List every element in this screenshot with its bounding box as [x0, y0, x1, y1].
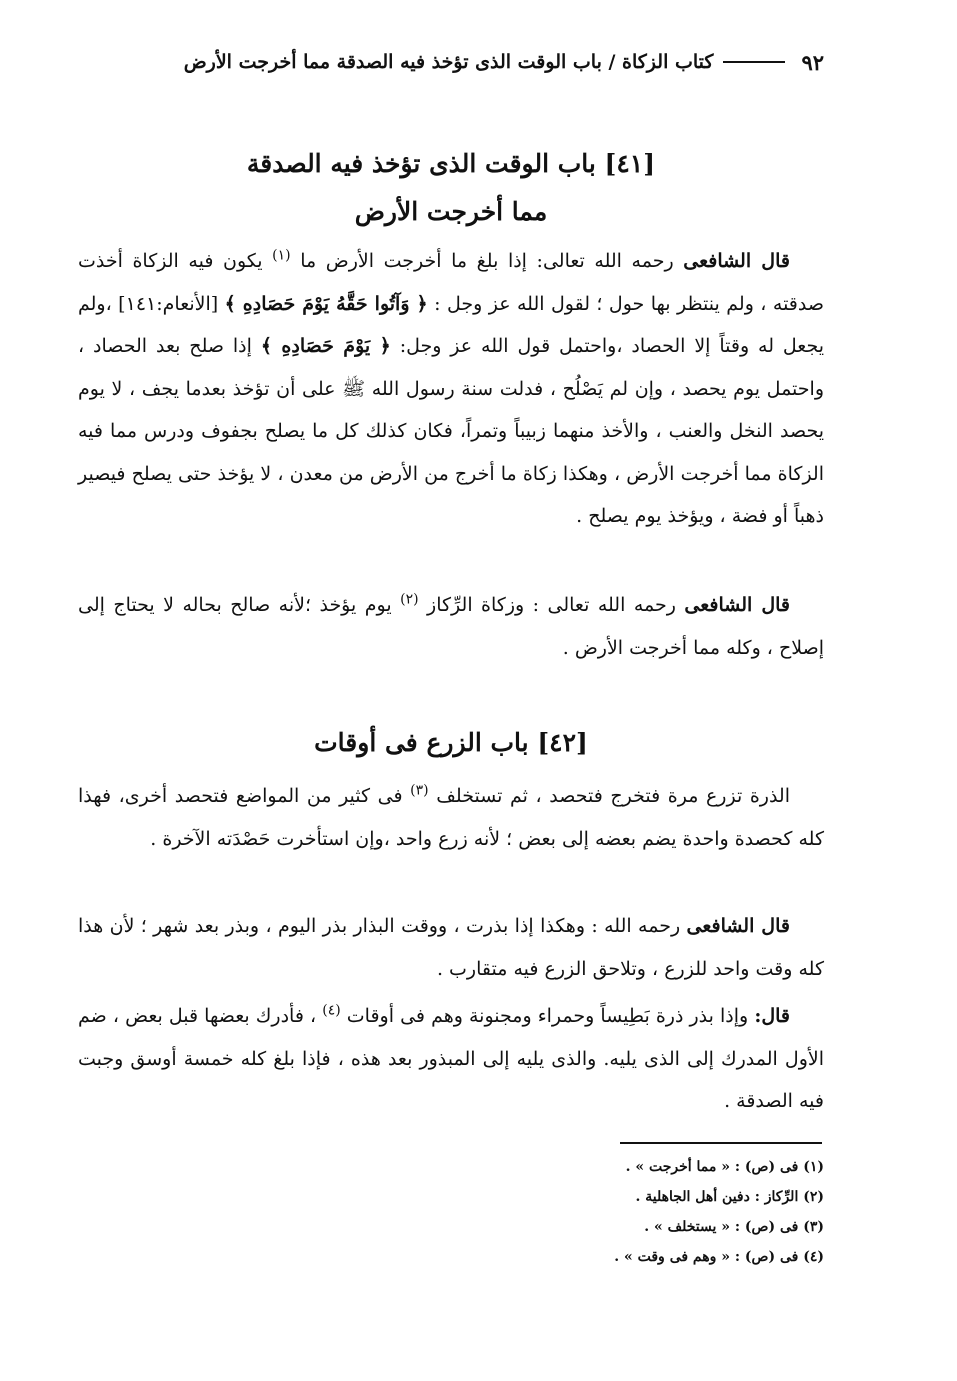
quran-verse: ﴿ وَآتُوا حَقَّهُ يَوْمَ حَصَادِهِ ﴾ — [224, 292, 428, 315]
chapter-42-paragraph-1 — [78, 775, 824, 860]
paragraph-text: [الأنعام:١٤١] ،ولم يجعل له وقتاً إلا الحصاد ،واحتمل قول الله عز وجل: — [78, 292, 824, 357]
footnote-ref-3: (٣) — [410, 782, 429, 799]
footnote-ref-2: (٢) — [400, 591, 419, 608]
quran-verse: ﴿ يَوْمَ حَصَادِهِ ﴾ — [260, 335, 391, 357]
running-head-title: كتاب الزكاة / باب الوقت الذى تؤخذ فيه الصدقة مما أخرجت الأرض — [183, 51, 714, 73]
footnote-ref-1: (١) — [272, 247, 291, 264]
footnote: (٤) فى (ص) : « وهم فى وقت » . — [614, 1249, 824, 1265]
footnote: (٣) فى (ص) : « يستخلف » . — [644, 1219, 824, 1235]
chapter-42-heading: [٤٢] باب الزرع فى أوقات — [314, 728, 588, 757]
paragraph-text: فى كثير من المواضع فتحصد أخرى، فهذا كله كحصدة واحدة يضم بعضه إلى بعض ؛ لأنه زرع واحد ،وإن استأخرت حَصْدَته الآخرة . — [78, 785, 824, 850]
paragraph-text: رحمه الله تعالى: إذا بلغ ما أخرجت الأرض ما — [300, 250, 674, 272]
paragraph-text: رحمه الله : وهكذا إذا بذرت ، ووقت البذار بذر اليوم ، وبذر بعد شهر ؛ لأن هذا كله وقت واحد للزرع ، وتلاحق الزرع فيه متقارب . — [78, 915, 824, 980]
footnote: (١) فى (ص) : « مما أخرجت » . — [625, 1159, 824, 1175]
paragraph-text: يوم يؤخذ ؛لأنه صالح بحاله لا يحتاج إلى إصلاح ، وكله مما أخرجت الأرض . — [78, 594, 824, 659]
chapter-41-heading-line2: مما أخرجت الأرض — [354, 197, 548, 226]
footnote-ref-4: (٤) — [322, 1002, 341, 1019]
paragraph-text: ، فأدرك بعضها قبل بعض ، ضم الأول المدرك إلى الذى يليه. والذى يليه إلى المبذور بعد هذه ، فإذا بلغ كله خمسة أوسق وجبت فيه الصدقة . — [78, 1005, 824, 1112]
speaker-label: قال الشافعى — [684, 594, 791, 616]
footnote: (٢) الرِّكاز : دفين أهل الجاهلية . — [635, 1189, 824, 1205]
page-number: ٩٢ — [801, 49, 824, 75]
running-head — [78, 42, 824, 82]
footnotes-list — [78, 1152, 824, 1272]
paragraph-text: رحمه الله تعالى : وزكاة الرِّكاز — [427, 594, 676, 616]
chapter-41-paragraph-2 — [78, 584, 824, 669]
paragraph-text: وإذا بذر ذرة بَطِيساً وحمراء ومجنونة وهم فى أوقات — [346, 1005, 749, 1027]
footnote-separator — [620, 1142, 822, 1144]
speaker-label: قال الشافعى — [683, 250, 790, 272]
speaker-label: قال الشافعى — [686, 915, 790, 937]
chapter-41-paragraph-1 — [78, 240, 824, 538]
chapter-42-paragraph-3 — [78, 995, 824, 1123]
paragraph-text: يكون فيه الزكاة أخذت صدقته ، ولم ينتظر بها حول ؛ لقول الله عز وجل : — [78, 250, 824, 315]
header-dash-rule — [723, 61, 785, 63]
chapter-42-paragraph-2 — [78, 905, 824, 990]
paragraph-text: إذا صلح بعد الحصاد ، واحتمل يوم يحصد ، وإن لم يَصْلُح ، فدلت سنة رسول الله ﷺ على أن تؤخذ بعدما يجف ، لا يوم يحصد النخل والعنب ، والأخذ منهما زبيباً وتمراً، فكان كذلك كل ما يصلح بجفوف ودرس مما فيه الزكاة مما أخرجت الأرض ، وهكذا زكاة ما أخرج من الأرض من معدن ، لا يؤخذ حتى يصلح فيصير ذهباً أو فضة ، ويؤخذ يوم يصلح . — [78, 335, 824, 527]
chapter-41-heading-line1: [٤١] باب الوقت الذى تؤخذ فيه الصدقة — [246, 149, 656, 178]
paragraph-text: الذرة تزرع مرة فتخرج فتحصد ، ثم تستخلف — [436, 785, 790, 807]
speaker-label: قال: — [754, 1005, 791, 1027]
